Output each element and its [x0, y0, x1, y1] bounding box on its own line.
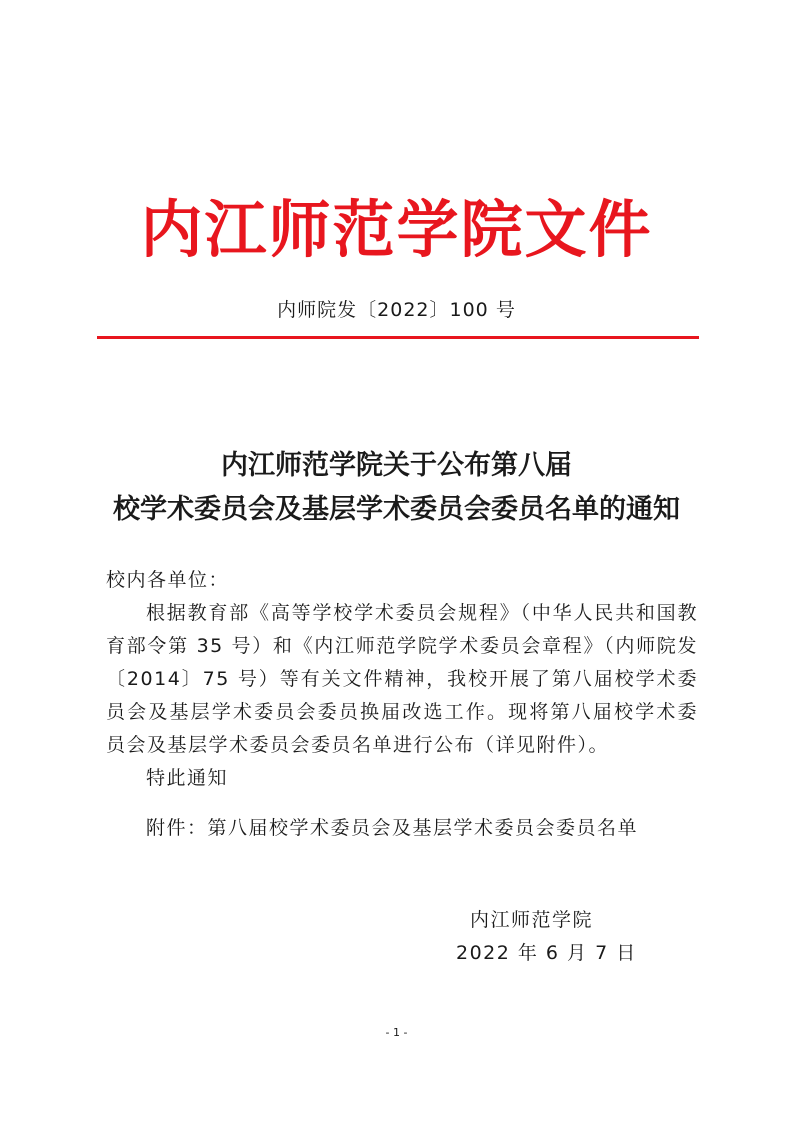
document-masthead: 内江师范学院文件 [140, 193, 653, 266]
body-paragraph: 根据教育部《高等学校学术委员会规程》（中华人民共和国教育部令第 35 号）和《内江师范学院学术委员会章程》（内师院发〔2014〕75 号）等有关文件精神，我校开展了第八届校学术委员会及基层学术委员会委员换届改选工作。现将第八届校学术委员会及基层学术委员会委员名单进行公布（详见附件）。 [106, 602, 698, 756]
closing-line: 特此通知 [146, 767, 229, 789]
signature-organization: 内江师范学院 [470, 909, 594, 931]
notice-title [0, 444, 793, 532]
notice-body [106, 564, 698, 845]
attachment-line: 附件：第八届校学术委员会及基层学术委员会委员名单 [146, 817, 639, 839]
notice-title-line-1: 内江师范学院关于公布第八届 [221, 450, 572, 481]
red-divider-rule [97, 336, 699, 339]
salutation: 校内各单位： [106, 569, 230, 591]
document-number: 内师院发〔2022〕100 号 [277, 299, 516, 321]
notice-title-line-2: 校学术委员会及基层学术委员会委员名单的通知 [113, 494, 680, 525]
page-number: - 1 - [385, 1026, 408, 1039]
signature-date: 2022 年 6 月 7 日 [456, 942, 637, 964]
signature-block [456, 904, 696, 970]
